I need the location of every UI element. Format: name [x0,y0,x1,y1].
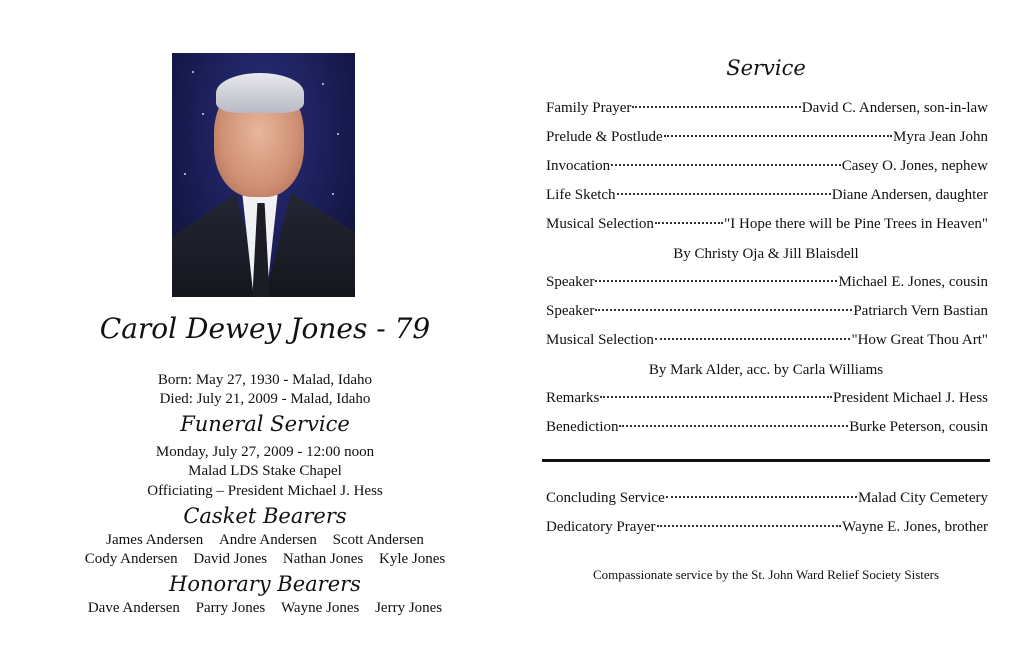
birth-info: Born: May 27, 1930 - Malad, Idaho [157,372,373,388]
program-value: David C. Andersen, son-in-law [801,100,988,116]
program-item [546,390,988,412]
footer-note: Compassionate service by the St. John Ward Relief Society Sisters [592,567,940,582]
program-value: Burke Peterson, cousin [849,419,988,435]
casket-bearers-row-1 [30,532,500,549]
program-value: "How Great Thou Art" [851,332,988,348]
program-label: Remarks [546,390,600,406]
program-label: Benediction [546,419,619,435]
program-label: Musical Selection [546,332,654,348]
program-value: Casey O. Jones, nephew [841,158,988,174]
honorary-bearers-heading: Honorary Bearers [169,572,361,596]
honorary-bearer: Jerry Jones [375,600,443,616]
casket-bearer: Kyle Jones [379,551,446,567]
honorary-bearer: Parry Jones [195,600,266,616]
concluding-value: Wayne E. Jones, brother [842,519,988,535]
program-item [546,216,988,238]
program-item [546,100,988,122]
program-value: Myra Jean John [893,129,988,145]
funeral-service-heading: Funeral Service [180,412,350,436]
program-label: Speaker [546,274,595,290]
death-info: Died: July 21, 2009 - Malad, Idaho [159,391,371,407]
program-value: President Michael J. Hess [833,390,988,406]
program-value: Michael E. Jones, cousin [838,274,988,290]
casket-bearer: Cody Andersen [84,551,178,567]
concluding-label: Dedicatory Prayer [546,519,656,535]
program-label: Invocation [546,158,611,174]
program-value: Patriarch Vern Bastian [853,303,988,319]
program-item [546,187,988,209]
program-label: Life Sketch [546,187,616,203]
casket-bearers-row-2 [30,551,500,568]
concluding-item [546,519,988,541]
performer-credit: By Mark Alder, acc. by Carla Williams [648,362,884,378]
service-panel [540,0,992,668]
program-value: "I Hope there will be Pine Trees in Heaven" [724,216,988,232]
portrait-photo [172,53,355,297]
program-value: Diane Andersen, daughter [831,187,988,203]
casket-bearer: James Andersen [106,532,204,548]
concluding-value: Malad City Cemetery [858,490,988,506]
obituary-panel [30,0,500,668]
program-label: Family Prayer [546,100,632,116]
casket-bearer: Andre Andersen [218,532,317,548]
deceased-name: Carol Dewey Jones - 79 [99,312,431,345]
officiating: Officiating – President Michael J. Hess [147,483,383,499]
honorary-bearer: Wayne Jones [280,600,360,616]
service-title: Service [726,56,806,80]
program-item [546,129,988,151]
casket-bearer: David Jones [193,551,268,567]
program-item [546,419,988,441]
program-item [546,274,988,296]
program-item [546,332,988,354]
concluding-item [546,490,988,512]
program-label: Prelude & Postlude [546,129,663,145]
casket-bearer: Scott Andersen [332,532,424,548]
program-item [546,303,988,325]
honorary-bearers-row [30,600,500,617]
section-divider [542,459,990,462]
casket-bearers-heading: Casket Bearers [183,504,347,528]
program-label: Musical Selection [546,216,654,232]
program-label: Speaker [546,303,595,319]
performer-credit: By Christy Oja & Jill Blaisdell [673,246,859,262]
concluding-label: Concluding Service [546,490,665,506]
casket-bearer: Nathan Jones [282,551,364,567]
funeral-location: Malad LDS Stake Chapel [188,463,342,479]
funeral-datetime: Monday, July 27, 2009 - 12:00 noon [155,444,375,460]
program-item [546,158,988,180]
honorary-bearer: Dave Andersen [87,600,180,616]
